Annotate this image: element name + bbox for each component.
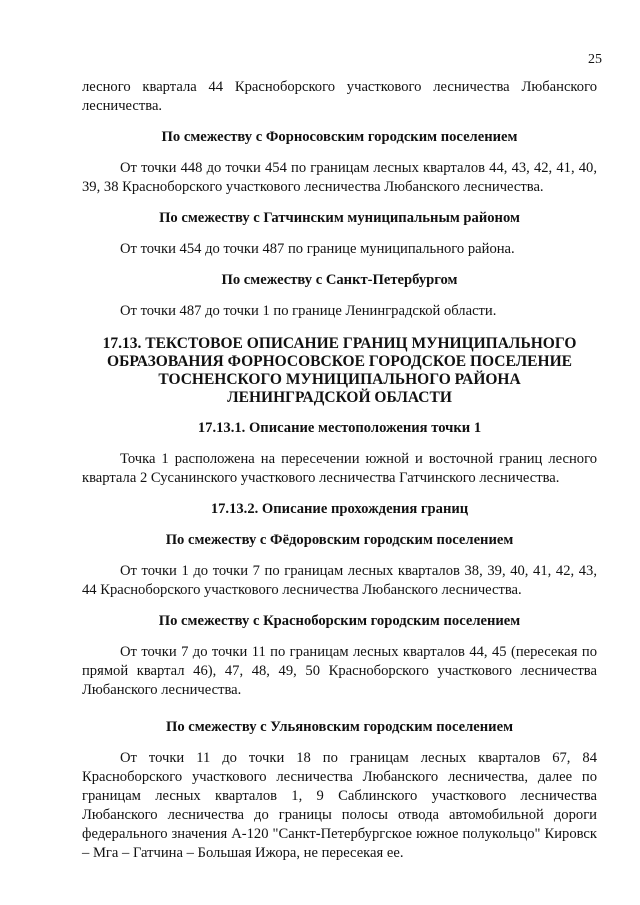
paragraph: От точки 487 до точки 1 по границе Ленинградской области. bbox=[120, 303, 497, 319]
section-title-line: 17.13. ТЕКСТОВОЕ ОПИСАНИЕ ГРАНИЦ МУНИЦИПАЛЬНОГО bbox=[102, 335, 577, 352]
page-number: 25 bbox=[588, 52, 602, 67]
paragraph: От точки 1 до точки 7 по границам лесных кварталов 38, 39, 40, 41, 42, 43, 44 Красноборского участкового лесничества Любанского лесничества. bbox=[82, 563, 597, 598]
paragraph: От точки 448 до точки 454 по границам лесных кварталов 44, 43, 42, 41, 40, 39, 38 Красноборского участкового лесничества Любанского лесничества. bbox=[82, 160, 597, 195]
subheading: По смежеству с Гатчинским муниципальным районом bbox=[159, 210, 520, 226]
section-title-line: ТОСНЕНСКОГО МУНИЦИПАЛЬНОГО РАЙОНА bbox=[158, 371, 521, 388]
section-title bbox=[82, 335, 597, 407]
subheading: По смежеству с Санкт-Петербургом bbox=[221, 272, 458, 288]
section-title-line: ОБРАЗОВАНИЯ ФОРНОСОВСКОЕ ГОРОДСКОЕ ПОСЕЛЕНИЕ bbox=[107, 353, 572, 370]
subheading: По смежеству с Форносовским городским поселением bbox=[161, 129, 518, 145]
paragraph: От точки 11 до точки 18 по границам лесных кварталов 67, 84 Красноборского участкового лесничества Любанского лесничества, далее по границам лесных кварталов 1, 9 Саблинского участкового лесничества Любанского лесничества до границы полосы отвода автомобильной дороги федерального значения А-120 "Санкт-Петербургское южное полукольцо" Кировск – Мга – Гатчина – Большая Ижора, не пересекая ее. bbox=[82, 750, 597, 861]
paragraph: От точки 454 до точки 487 по границе муниципального района. bbox=[120, 241, 515, 257]
subsection-heading: 17.13.2. Описание прохождения границ bbox=[210, 501, 469, 517]
subheading: По смежеству с Фёдоровским городским поселением bbox=[165, 532, 514, 548]
subheading: По смежеству с Ульяновским городским поселением bbox=[165, 719, 514, 735]
subheading: По смежеству с Красноборским городским поселением bbox=[158, 613, 521, 629]
subsection-heading: 17.13.1. Описание местоположения точки 1 bbox=[197, 420, 482, 436]
section-title-line: ЛЕНИНГРАДСКОЙ ОБЛАСТИ bbox=[227, 389, 452, 406]
document-body bbox=[82, 78, 597, 863]
paragraph: лесного квартала 44 Красноборского участкового лесничества Любанского лесничества. bbox=[82, 79, 597, 114]
paragraph: От точки 7 до точки 11 по границам лесных кварталов 44, 45 (пересекая по прямой квартал 46), 47, 48, 49, 50 Красноборского участкового лесничества Любанского лесничества. bbox=[82, 644, 597, 698]
paragraph: Точка 1 расположена на пересечении южной и восточной границ лесного квартала 2 Сусанинского участкового лесничества Гатчинского лесничества. bbox=[82, 451, 597, 486]
